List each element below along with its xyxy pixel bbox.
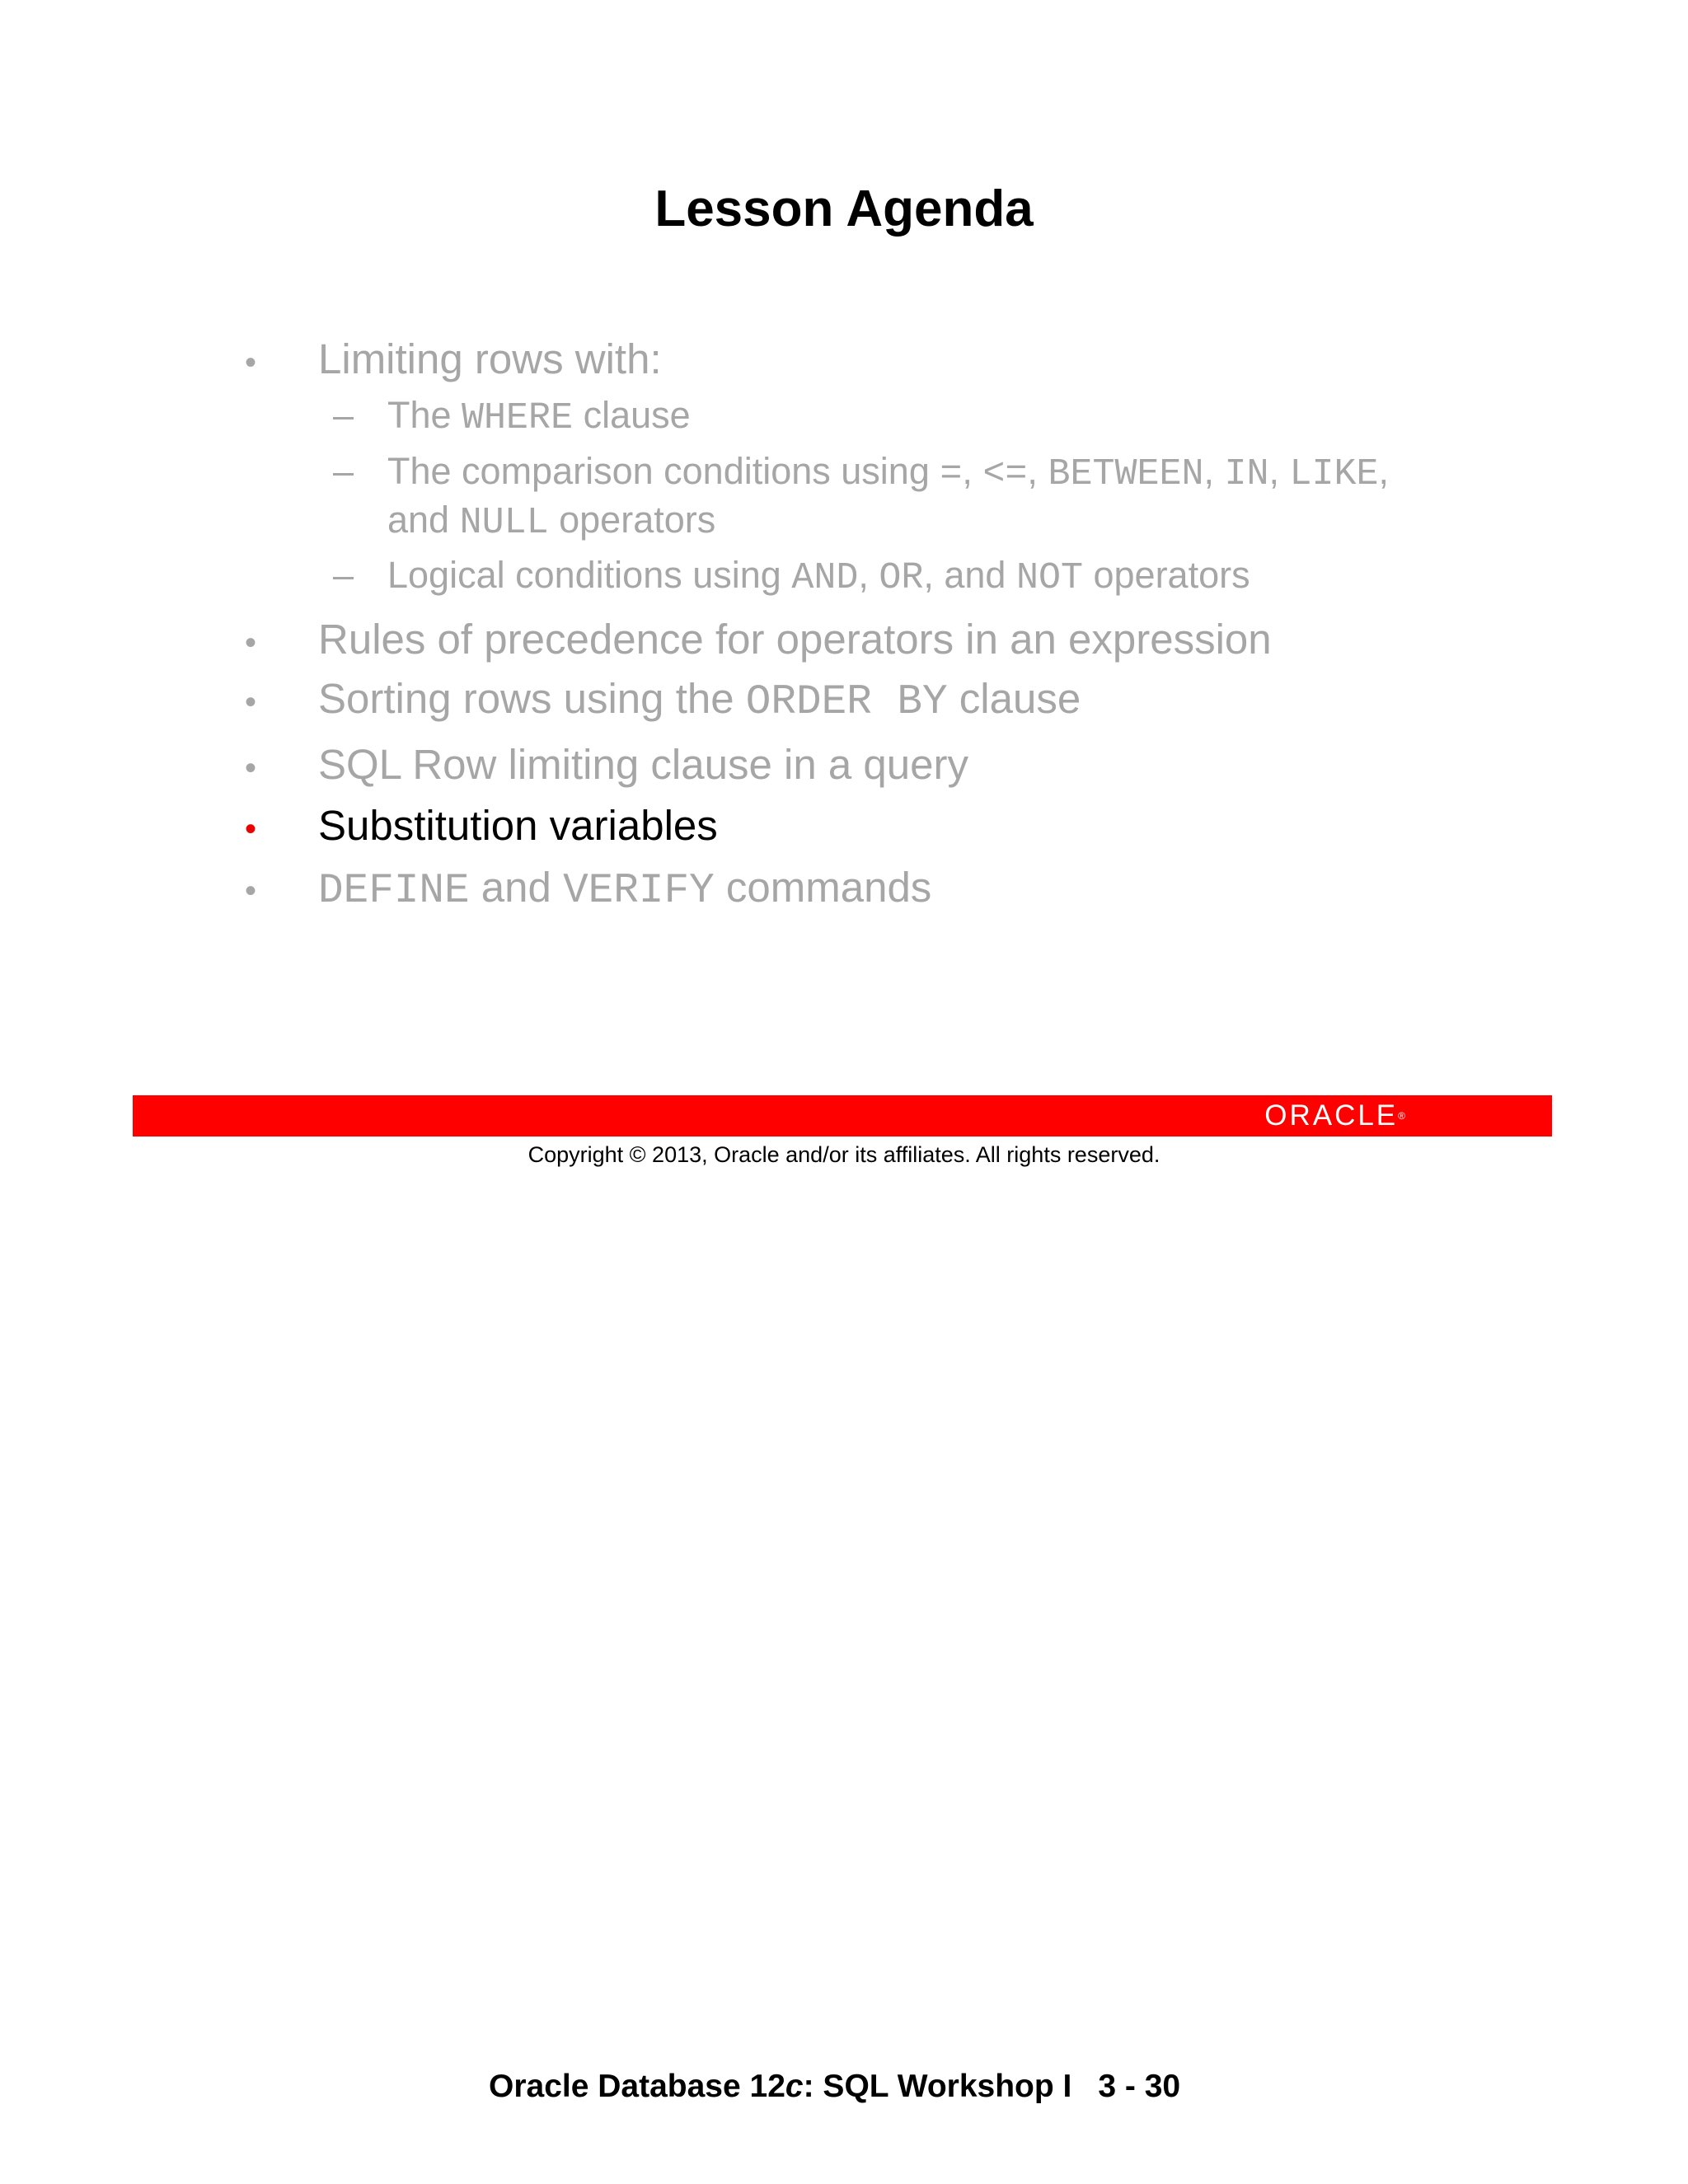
code-keyword: VERIFY xyxy=(563,868,715,915)
code-keyword: IN xyxy=(1224,453,1269,495)
text-span: clause xyxy=(947,675,1081,722)
agenda-subitem-logical xyxy=(387,554,1250,599)
text-span: clause xyxy=(573,394,691,436)
code-keyword: <= xyxy=(982,453,1028,495)
agenda-item-substitution-variables: Substitution variables xyxy=(318,802,718,849)
agenda-subitem-comparison xyxy=(387,450,1389,495)
dash-marker: – xyxy=(333,450,354,492)
course-title-prefix: Oracle Database 12 xyxy=(489,2069,785,2104)
text-span: The comparison conditions using xyxy=(387,450,940,492)
text-span: and xyxy=(469,864,564,911)
agenda-list xyxy=(0,0,1688,989)
code-keyword: = xyxy=(940,453,963,495)
text-span: and xyxy=(387,499,460,541)
code-keyword: NULL xyxy=(459,502,549,544)
text-span: The xyxy=(387,394,462,436)
registered-mark: ® xyxy=(1398,1110,1405,1122)
text-span: , and xyxy=(923,554,1016,596)
text-span: , xyxy=(1268,450,1290,492)
bullet-marker: • xyxy=(245,684,257,720)
copyright-notice: Copyright © 2013, Oracle and/or its affiliates. All rights reserved. xyxy=(528,1142,1160,1167)
text-span: , xyxy=(1027,450,1048,492)
agenda-subitem-comparison-continued xyxy=(387,499,715,544)
dash-marker: – xyxy=(333,394,354,436)
code-keyword: NOT xyxy=(1015,557,1083,599)
code-keyword: OR xyxy=(879,557,924,599)
code-keyword: AND xyxy=(791,557,859,599)
text-span: , xyxy=(1378,450,1390,492)
text-span: operators xyxy=(548,499,716,541)
course-title-suffix: : SQL Workshop I xyxy=(803,2069,1072,2104)
code-keyword: WHERE xyxy=(462,397,574,439)
code-keyword: BETWEEN xyxy=(1048,453,1204,495)
oracle-brand-bar xyxy=(133,1095,1552,1137)
agenda-item-sorting xyxy=(318,674,1081,726)
code-keyword: DEFINE xyxy=(318,868,470,915)
slide-title: Lesson Agenda xyxy=(654,180,1034,237)
text-span: operators xyxy=(1082,554,1250,596)
code-keyword: ORDER BY xyxy=(745,679,948,726)
code-keyword: LIKE xyxy=(1289,453,1379,495)
course-version-letter: c xyxy=(785,2069,804,2104)
oracle-logo-text: ORACLE xyxy=(1264,1099,1399,1132)
agenda-item-limiting-rows: Limiting rows with: xyxy=(318,335,662,382)
text-span: , xyxy=(1203,450,1225,492)
text-span: , xyxy=(962,450,983,492)
agenda-item-row-limiting: SQL Row limiting clause in a query xyxy=(318,741,968,788)
oracle-logo xyxy=(1264,1100,1405,1132)
bullet-marker: • xyxy=(245,750,257,786)
page-footer xyxy=(489,2069,1180,2105)
dash-marker: – xyxy=(333,554,354,596)
text-span: Sorting rows using the xyxy=(318,675,746,722)
agenda-item-define-verify xyxy=(318,863,931,915)
text-span: commands xyxy=(714,864,932,911)
active-bullet-marker: • xyxy=(245,811,257,847)
bullet-marker: • xyxy=(245,873,257,909)
bullet-marker: • xyxy=(245,344,257,381)
bullet-marker: • xyxy=(245,625,257,661)
page-number: 3 - 30 xyxy=(1098,2069,1181,2104)
agenda-subitem-where xyxy=(387,394,691,439)
agenda-item-precedence: Rules of precedence for operators in an expression xyxy=(318,616,1272,663)
text-span: , xyxy=(858,554,879,596)
text-span: Logical conditions using xyxy=(387,554,792,596)
